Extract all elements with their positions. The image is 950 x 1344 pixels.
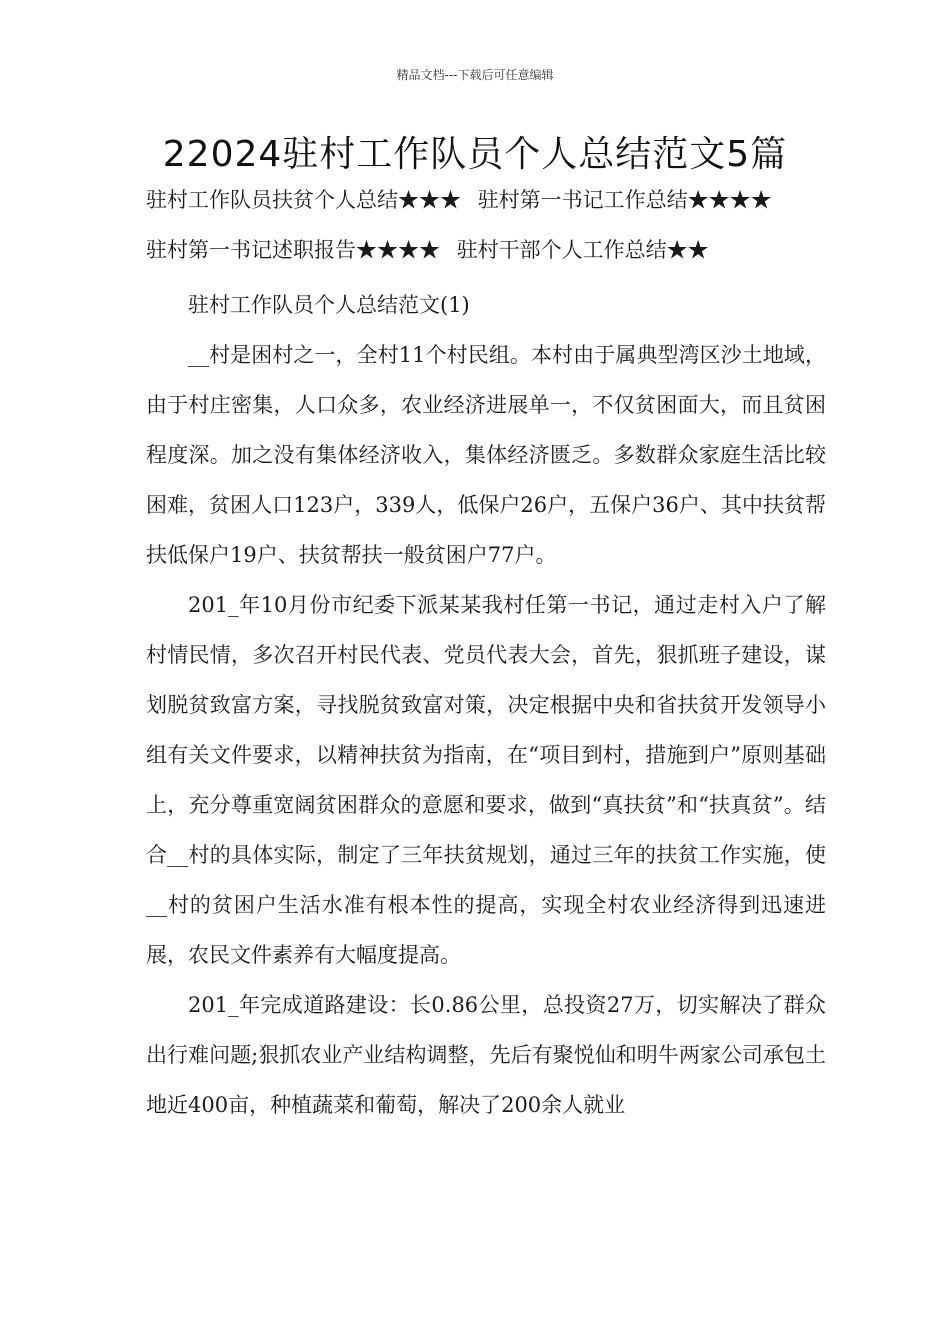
- paragraph: __村是困村之一，全村11个村民组。本村由于属典型湾区沙土地域，由于村庄密集，人口众多，农业经济进展单一，不仅贫困面大，而且贫困程度深。加之没有集体经济收入，集体经济匮乏。多数群众家庭生活比较困难，贫困人口123户，339人，低保户26户，五保户36户、其中扶贫帮扶低保户19户、扶贫帮扶一般贫困户77户。: [146, 343, 826, 567]
- related-link-4[interactable]: 驻村干部个人工作总结★★: [456, 238, 709, 262]
- related-links-row-1: [146, 185, 836, 215]
- section-heading: 驻村工作队员个人总结范文(1): [188, 293, 470, 317]
- document-body: [146, 280, 826, 1130]
- paragraph: 201_年10月份市纪委下派某某我村任第一书记，通过走村入户了解村情民情，多次召开村民代表、党员代表大会，首先，狠抓班子建设，谋划脱贫致富方案，寻找脱贫致富对策，决定根据中央和省扶贫开发领导小组有关文件要求，以精神扶贫为指南，在“项目到村，措施到户”原则基础上，充分尊重宽阔贫困群众的意愿和要求，做到“真扶贫”和“扶真贫”。结合__村的具体实际，制定了三年扶贫规划，通过三年的扶贫工作实施，使__村的贫困户生活水准有根本性的提高，实现全村农业经济得到迅速进展，农民文件素养有大幅度提高。: [146, 593, 826, 967]
- header-note: 精品文档---下载后可任意编辑: [396, 68, 554, 82]
- related-link-1[interactable]: 驻村工作队员扶贫个人总结★★★: [146, 188, 461, 212]
- document-title: 22024驻村工作队员个人总结范文5篇: [162, 134, 788, 175]
- related-link-3[interactable]: 驻村第一书记述职报告★★★★: [146, 238, 440, 262]
- related-links-row-2: [146, 235, 836, 265]
- related-link-2[interactable]: 驻村第一书记工作总结★★★★: [477, 188, 772, 212]
- paragraph: 201_年完成道路建设：长0.86公里，总投资27万，切实解决了群众出行难问题;狠抓农业产业结构调整，先后有聚悦仙和明牛两家公司承包土地近400亩，种植蔬菜和葡萄，解决了200余人就业: [146, 993, 826, 1117]
